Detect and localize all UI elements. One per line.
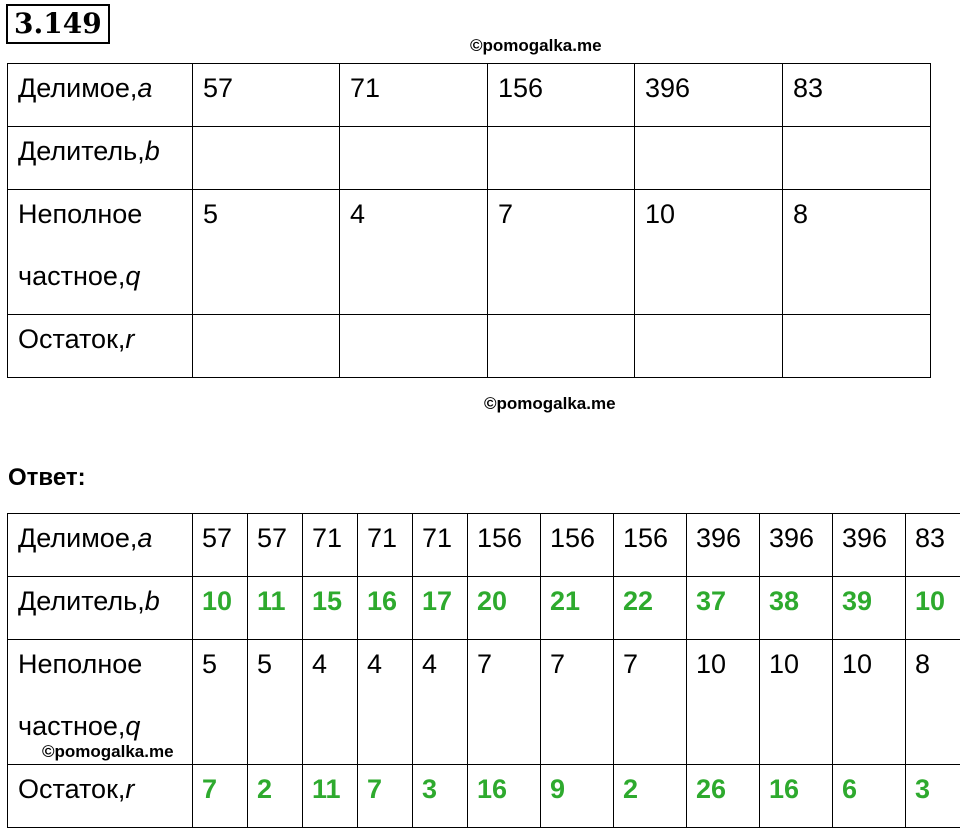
row-label-remainder: Остаток,r: [8, 765, 193, 828]
answer-cell: 9: [541, 765, 614, 828]
table-row: [8, 315, 931, 378]
answer-cell: 6: [833, 765, 906, 828]
table-cell: 8: [906, 640, 960, 765]
answer-cell: 17: [413, 577, 468, 640]
table-cell: 396: [687, 514, 760, 577]
answer-cell: 16: [760, 765, 833, 828]
watermark-top: ©pomogalka.me: [470, 36, 602, 55]
answer-cell: 37: [687, 577, 760, 640]
row-label-dividend: Делимое,a: [8, 514, 193, 577]
answer-cell: 20: [468, 577, 541, 640]
answer-cell: 10: [906, 577, 960, 640]
answer-cell: 39: [833, 577, 906, 640]
table-cell: [635, 127, 783, 190]
answer-cell: 7: [358, 765, 413, 828]
answer-cell: 26: [687, 765, 760, 828]
table-row: [8, 190, 931, 315]
table-cell: 4: [303, 640, 358, 765]
table-row: [8, 577, 960, 640]
row-label-remainder: Остаток,r: [8, 315, 193, 378]
table-cell: 57: [193, 514, 248, 577]
watermark-middle: ©pomogalka.me: [484, 394, 616, 413]
table-cell: 4: [358, 640, 413, 765]
task-table: [7, 63, 931, 378]
table-cell: 71: [340, 64, 488, 127]
table-cell: 57: [248, 514, 303, 577]
table-cell: 396: [833, 514, 906, 577]
answer-cell: 3: [413, 765, 468, 828]
table-cell: 7: [488, 190, 635, 315]
problem-number: 3.149: [6, 4, 110, 44]
table-cell: 10: [833, 640, 906, 765]
table-cell: 4: [340, 190, 488, 315]
answer-cell: 11: [303, 765, 358, 828]
table-cell: 71: [303, 514, 358, 577]
table-cell: 156: [614, 514, 687, 577]
answer-cell: 2: [614, 765, 687, 828]
row-label-dividend: Делимое,a: [8, 64, 193, 127]
table-cell: [193, 315, 340, 378]
answer-label: Ответ:: [8, 464, 86, 491]
answer-cell: 2: [248, 765, 303, 828]
answer-cell: 3: [906, 765, 960, 828]
answer-cell: 7: [193, 765, 248, 828]
row-label-quotient: Неполное частное,q: [8, 190, 193, 315]
table-cell: [635, 315, 783, 378]
table-cell: 156: [468, 514, 541, 577]
answer-cell: 21: [541, 577, 614, 640]
table-row: [8, 64, 931, 127]
table-cell: 71: [413, 514, 468, 577]
table-cell: [488, 127, 635, 190]
table-cell: 5: [193, 640, 248, 765]
answer-cell: 10: [193, 577, 248, 640]
table-cell: 8: [783, 190, 931, 315]
table-cell: 5: [248, 640, 303, 765]
table-cell: [783, 127, 931, 190]
row-label-divisor: Делитель,b: [8, 577, 193, 640]
answer-cell: 15: [303, 577, 358, 640]
table-cell: [340, 127, 488, 190]
row-label-quotient: Неполное частное,q: [8, 640, 193, 765]
table-row: [8, 765, 960, 828]
table-cell: 71: [358, 514, 413, 577]
table-cell: 57: [193, 64, 340, 127]
answer-cell: 22: [614, 577, 687, 640]
table-cell: [340, 315, 488, 378]
table-cell: 156: [488, 64, 635, 127]
table-cell: 10: [687, 640, 760, 765]
table-cell: 396: [760, 514, 833, 577]
table-cell: 10: [760, 640, 833, 765]
watermark-bottom: ©pomogalka.me: [42, 742, 174, 761]
answer-cell: 16: [468, 765, 541, 828]
table-cell: 10: [635, 190, 783, 315]
answer-cell: 38: [760, 577, 833, 640]
table-cell: 396: [635, 64, 783, 127]
row-label-divisor: Делитель,b: [8, 127, 193, 190]
answer-cell: 11: [248, 577, 303, 640]
table-cell: 4: [413, 640, 468, 765]
table-cell: [783, 315, 931, 378]
answer-table: [7, 513, 960, 828]
answer-cell: 16: [358, 577, 413, 640]
table-cell: 7: [468, 640, 541, 765]
table-row: [8, 514, 960, 577]
table-cell: 5: [193, 190, 340, 315]
table-cell: 83: [783, 64, 931, 127]
table-cell: 83: [906, 514, 960, 577]
table-row: [8, 127, 931, 190]
table-cell: 7: [614, 640, 687, 765]
table-cell: [488, 315, 635, 378]
table-cell: [193, 127, 340, 190]
table-cell: 7: [541, 640, 614, 765]
table-cell: 156: [541, 514, 614, 577]
